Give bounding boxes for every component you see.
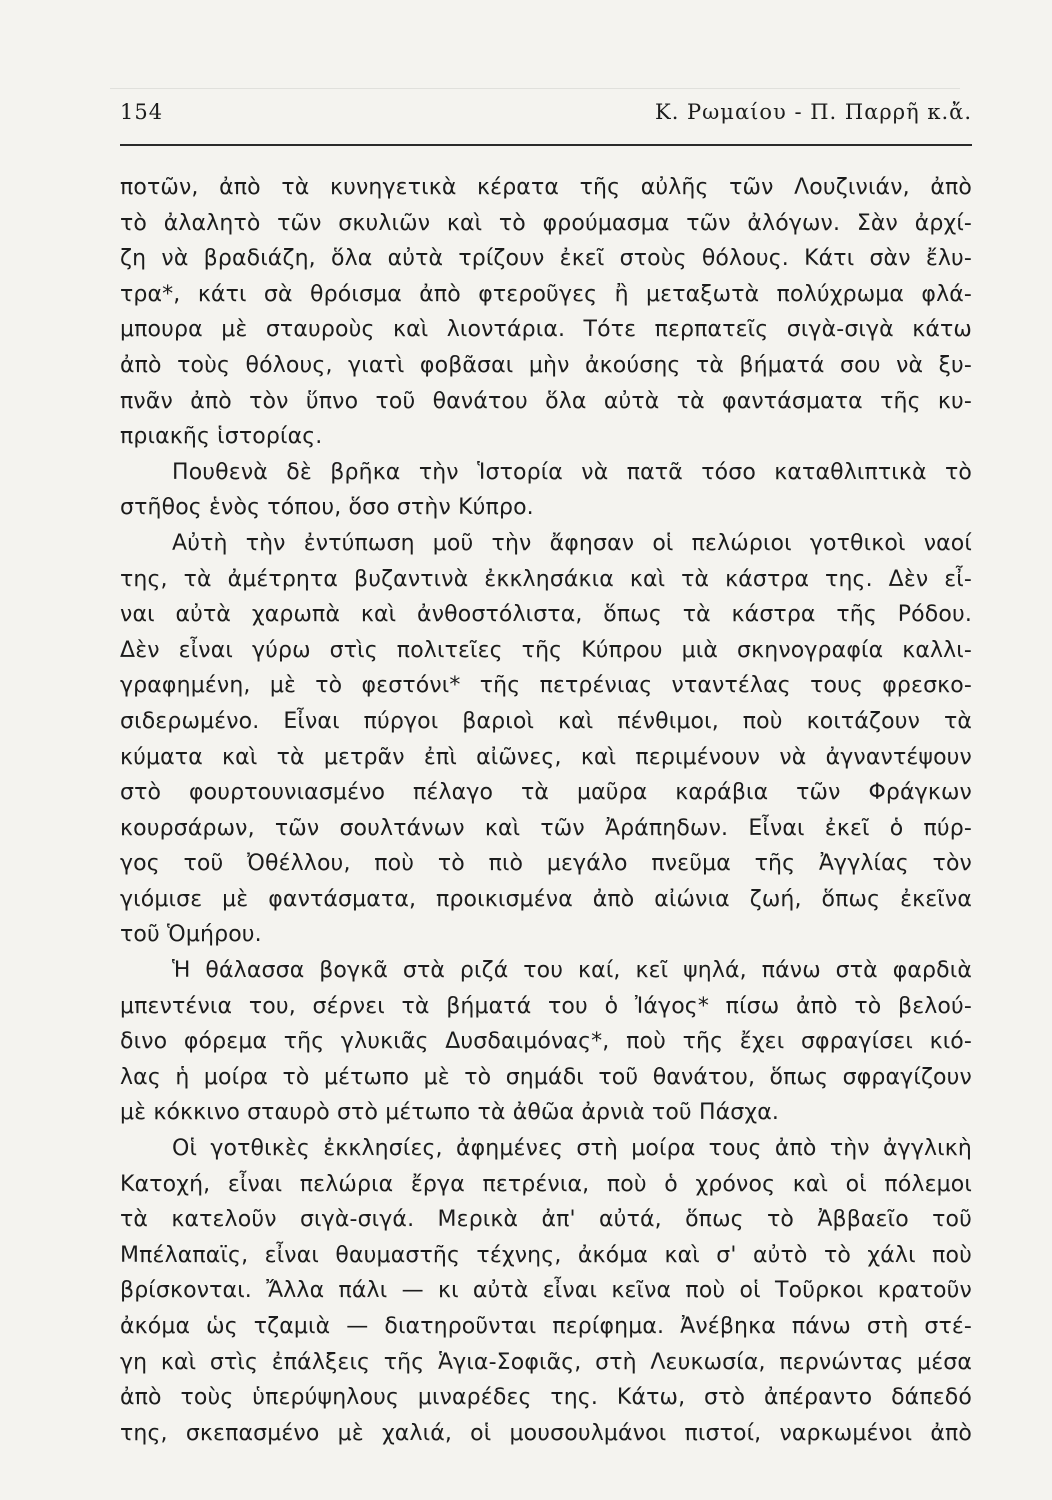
text-line: τρα*, κάτι σὰ θρόισμα ἀπὸ φτεροῦγες ἢ μεταξωτὰ πολύχρωμα φλά- [120,281,972,307]
text-line: Δὲν εἶναι γύρω στὶς πολιτεῖες τῆς Κύπρου μιὰ σκηνογραφία καλλι- [120,637,972,663]
text-line: μπεντένια του, σέρνει τὰ βήματά του ὁ Ἰάγος* πίσω ἀπὸ τὸ βελού- [120,993,972,1019]
reverse-side-bleed [390,62,950,84]
text-line: γος τοῦ Ὀθέλλου, ποὺ τὸ πιὸ μεγάλο πνεῦμα τῆς Ἀγγλίας τὸν [120,851,972,877]
page-number: 154 [120,100,164,124]
text-line: μὲ κόκκινο σταυρὸ στὸ μέτωπο τὰ ἀθῶα ἀρνιὰ τοῦ Πάσχα. [120,1100,780,1126]
text-line: κουρσάρων, τῶν σουλτάνων καὶ τῶν Ἀράπηδων. Εἶναι ἐκεῖ ὁ πύρ- [120,815,972,841]
text-line: βρίσκονται. Ἄλλα πάλι — κι αὐτὰ εἶναι κεῖνα ποὺ οἱ Τοῦρκοι κρατοῦν [120,1278,972,1304]
text-line: ναι αὐτὰ χαρωπὰ καὶ ἀνθοστόλιστα, ὅπως τὰ κάστρα τῆς Ρόδου. [120,602,972,628]
text-line: ἀπὸ τοὺς ὑπερύψηλους μιναρέδες της. Κάτω, στὸ ἀπέραντο δάπεδό [120,1385,972,1411]
header-rule [120,144,972,146]
text-line: ζη νὰ βραδιάζη, ὅλα αὐτὰ τρίζουν ἐκεῖ στοὺς θόλους. Κάτι σὰν ἔλυ- [120,246,972,272]
text-line: τοῦ Ὁμήρου. [120,922,262,948]
text-line: Αὐτὴ τὴν ἐντύπωση μοῦ τὴν ἄφησαν οἱ πελώριοι γοτθικοὶ ναοί [172,530,972,556]
text-line: ἀπὸ τοὺς θόλους, γιατὶ φοβᾶσαι μὴν ἀκούσης τὰ βήματά σου νὰ ξυ- [120,352,972,378]
text-line: κύματα καὶ τὰ μετρᾶν ἐπὶ αἰῶνες, καὶ περιμένουν νὰ ἀγναντέψουν [120,744,972,770]
text-line: ποτῶν, ἀπὸ τὰ κυνηγετικὰ κέρατα τῆς αὐλῆς τῶν Λουζινιάν, ἀπὸ [120,175,972,200]
text-line: μπουρα μὲ σταυροὺς καὶ λιοντάρια. Τότε περπατεῖς σιγὰ-σιγὰ κάτω [120,317,972,343]
text-line: Οἱ γοτθικὲς ἐκκλησίες, ἀφημένες στὴ μοίρα τους ἀπὸ τὴν ἀγγλικὴ [172,1136,972,1162]
text-line: ἀκόμα ὡς τζαμιὰ — διατηροῦνται περίφημα. Ἀνέβηκα πάνω στὴ στέ- [120,1314,972,1339]
text-line: λας ἡ μοίρα τὸ μέτωπο μὲ τὸ σημάδι τοῦ θανάτου, ὅπως σφραγίζουν [120,1064,972,1090]
text-line: πνᾶν ἀπὸ τὸν ὕπνο τοῦ θανάτου ὅλα αὐτὰ τὰ φαντάσματα τῆς κυ- [120,388,972,414]
text-line: της, σκεπασμένο μὲ χαλιά, οἱ μουσουλμάνοι πιστοί, ναρκωμένοι ἀπὸ [120,1420,972,1446]
text-line: γη καὶ στὶς ἐπάλξεις τῆς Ἁγια-Σοφιᾶς, στὴ Λευκωσία, περνώντας μέσα [120,1349,972,1375]
text-line: Κατοχή, εἶναι πελώρια ἔργα πετρένια, ποὺ ὁ χρόνος καὶ οἱ πόλεμοι [120,1171,972,1197]
text-line: γιόμισε μὲ φαντάσματα, προικισμένα ἀπὸ αἰώνια ζωή, ὅπως ἐκεῖνα [120,886,972,912]
text-line: Ἡ θάλασσα βογκᾶ στὰ ριζά του καί, κεῖ ψηλά, πάνω στὰ φαρδιὰ [172,958,972,984]
body-text [120,170,972,1451]
reverse-side-rule [110,88,960,89]
text-line: τὰ κατελοῦν σιγὰ-σιγά. Μερικὰ ἀπ' αὐτά, ὅπως τὸ Ἀββαεῖο τοῦ [120,1207,972,1233]
text-line: Πουθενὰ δὲ βρῆκα τὴν Ἱστορία νὰ πατᾶ τόσο καταθλιπτικὰ τὸ [172,459,972,485]
text-line: στὸ φουρτουνιασμένο πέλαγο τὰ μαῦρα καράβια τῶν Φράγκων [120,780,972,806]
running-head: Κ. Ρωμαίου - Π. Παρρῆ κ.ἄ. [655,100,972,124]
text-line: της, τὰ ἀμέτρητα βυζαντινὰ ἐκκλησάκια καὶ τὰ κάστρα της. Δὲν εἶ- [120,566,972,592]
text-line: στῆθος ἑνὸς τόπου, ὅσο στὴν Κύπρο. [120,495,534,521]
text-line: τὸ ἀλαλητὸ τῶν σκυλιῶν καὶ τὸ φρούμασμα τῶν ἀλόγων. Σὰν ἀρχί- [120,210,972,236]
text-line: Μπέλαπαϊς, εἶναι θαυμαστῆς τέχνης, ἀκόμα καὶ σ' αὐτὸ τὸ χάλι ποὺ [120,1242,972,1268]
page-header [120,100,972,134]
text-line: σιδερωμένο. Εἶναι πύργοι βαριοὶ καὶ πένθιμοι, ποὺ κοιτάζουν τὰ [120,708,972,734]
text-line: δινο φόρεμα τῆς γλυκιᾶς Δυσδαιμόνας*, ποὺ τῆς ἔχει σφραγίσει κιό- [120,1029,972,1055]
text-line: γραφημένη, μὲ τὸ φεστόνι* τῆς πετρένιας νταντέλας τους φρεσκο- [120,673,972,699]
text-line: πριακῆς ἱστορίας. [120,424,323,450]
